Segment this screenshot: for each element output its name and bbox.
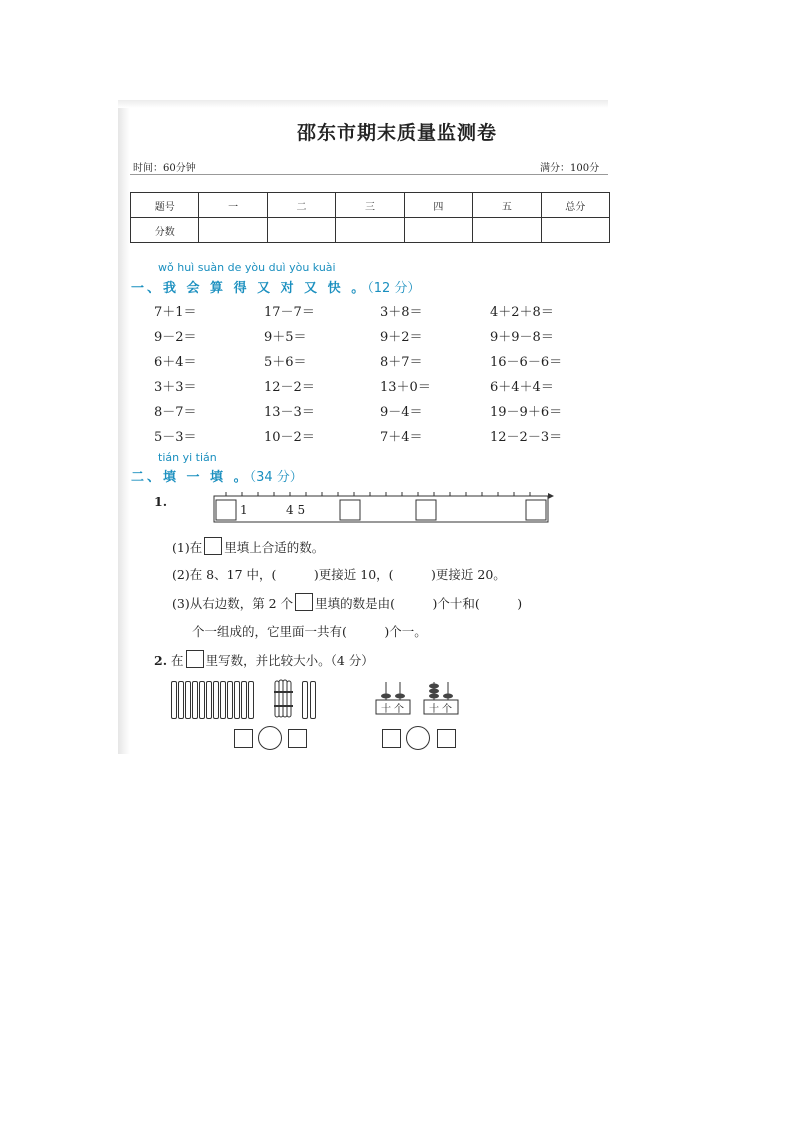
number-line-arrow [548, 493, 554, 499]
question1-3-prefix: (3)从右边数，第 2 个 [172, 596, 294, 611]
score-cell: 五 [473, 193, 541, 218]
equation: 6＋4＝ [154, 355, 197, 370]
compare-circle[interactable] [406, 726, 430, 750]
answer-box-icon [295, 593, 313, 611]
full-score-label: 满分：100分 [540, 163, 600, 174]
scan-top-shadow [118, 100, 608, 108]
stick-icon [185, 681, 191, 719]
number-line [208, 488, 558, 528]
answer-box[interactable] [382, 729, 401, 748]
question1-1 [172, 537, 324, 556]
question2 [154, 650, 374, 669]
equation: 7＋1＝ [154, 305, 197, 320]
equation: 12－2＝ [264, 380, 315, 395]
question1-3-middle: 里填的数是由( )个十和( ) [315, 596, 523, 611]
score-row-label: 分数 [131, 218, 199, 243]
question1-2: (2)在 8、17 中，( )更接近 10，( )更接近 20。 [172, 567, 506, 582]
answer-box[interactable] [234, 729, 253, 748]
equation: 9－4＝ [380, 405, 423, 420]
section2-heading [131, 466, 303, 485]
question1-3 [172, 593, 522, 612]
equation: 12－2－3＝ [490, 430, 563, 445]
equation: 3＋8＝ [380, 305, 423, 320]
equation: 5－3＝ [154, 430, 197, 445]
score-cell: 题号 [131, 193, 199, 218]
score-input-cell[interactable] [336, 218, 404, 243]
page-title: 邵东市期末质量监测卷 [296, 122, 497, 144]
number-line-ticks [226, 492, 530, 496]
question1-3-continued: 个一组成的，它里面一共有( )个一。 [192, 624, 427, 639]
score-input-cell[interactable] [199, 218, 267, 243]
equation: 6＋4＋4＝ [490, 380, 554, 395]
stick-icon [171, 681, 177, 719]
number-line-blank-box [340, 500, 360, 520]
equation: 7＋4＝ [380, 430, 423, 445]
answer-box-icon [204, 537, 222, 555]
abacus-tens-label: 十 [381, 704, 391, 715]
equation: 19－9＋6＝ [490, 405, 563, 420]
equation: 8－7＝ [154, 405, 197, 420]
number-line-blank-box [526, 500, 546, 520]
equation: 10－2＝ [264, 430, 315, 445]
score-table [130, 192, 610, 243]
abacus-ones-label: 个 [442, 704, 452, 715]
equation: 3＋3＝ [154, 380, 197, 395]
number-line-strip [214, 496, 548, 522]
time-label: 时间：60分钟 [133, 163, 196, 174]
number-line-blank-box [216, 500, 236, 520]
section2-pinyin: tián yi tián [158, 451, 217, 464]
scan-edge-shadow [118, 100, 130, 754]
section1-points: （12 分） [367, 281, 421, 296]
number-line-label-4-5: 4 5 [286, 503, 306, 517]
score-table-score-row [131, 218, 610, 243]
section1-pinyin: wǒ huì suàn de yòu duì yòu kuài [158, 261, 336, 274]
number-line-label-1: 1 [240, 503, 248, 517]
abacus-tens-label: 十 [429, 704, 439, 715]
score-input-cell[interactable] [267, 218, 335, 243]
stick-icon [227, 681, 233, 719]
equation: 9＋2＝ [380, 330, 423, 345]
score-cell: 二 [267, 193, 335, 218]
stick-icon [178, 681, 184, 719]
question1-1-prefix: (1)在 [172, 540, 203, 555]
equation: 16－6－6＝ [490, 355, 563, 370]
stick-bundle-icon [273, 678, 295, 720]
stick-icon [213, 681, 219, 719]
score-cell: 三 [336, 193, 404, 218]
stick-icon [241, 681, 247, 719]
equation: 13－3＝ [264, 405, 315, 420]
stick-icon [192, 681, 198, 719]
header-divider [130, 174, 608, 175]
score-cell: 四 [404, 193, 472, 218]
answer-box-icon [186, 650, 204, 668]
abacus-ones-label: 个 [394, 704, 404, 715]
section1-title: 一、我 会 算 得 又 对 又 快 。 [131, 281, 368, 296]
score-cell: 总分 [541, 193, 609, 218]
score-table-header-row [131, 193, 610, 218]
answer-box[interactable] [437, 729, 456, 748]
question2-number: 2. [154, 653, 168, 668]
stick-icon [199, 681, 205, 719]
question2-prefix: 在 [171, 653, 184, 668]
score-input-cell[interactable] [404, 218, 472, 243]
equation: 4＋2＋8＝ [490, 305, 554, 320]
abacus-beads [381, 684, 453, 699]
stick-icon [206, 681, 212, 719]
answer-box[interactable] [288, 729, 307, 748]
stick-icon [234, 681, 240, 719]
section2-points: （34 分） [249, 470, 303, 485]
number-line-blank-box [416, 500, 436, 520]
equation: 9－2＝ [154, 330, 197, 345]
equation: 5＋6＝ [264, 355, 307, 370]
equation: 13＋0＝ [380, 380, 431, 395]
question2-suffix: 里写数，并比较大小。（4 分） [205, 653, 374, 668]
equation: 8＋7＝ [380, 355, 423, 370]
score-input-cell[interactable] [541, 218, 609, 243]
section2-title: 二、填 一 填 。 [131, 470, 250, 485]
equation: 17－7＝ [264, 305, 315, 320]
equation: 9＋9－8＝ [490, 330, 554, 345]
stick-icon [302, 681, 308, 719]
compare-circle[interactable] [258, 726, 282, 750]
equation: 9＋5＝ [264, 330, 307, 345]
score-cell: 一 [199, 193, 267, 218]
stick-icon [310, 681, 316, 719]
stick-icon [220, 681, 226, 719]
section1-heading [131, 277, 420, 296]
score-input-cell[interactable] [473, 218, 541, 243]
question1-number: 1. [154, 494, 168, 509]
stick-icon [248, 681, 254, 719]
question1-1-suffix: 里填上合适的数。 [224, 540, 325, 555]
